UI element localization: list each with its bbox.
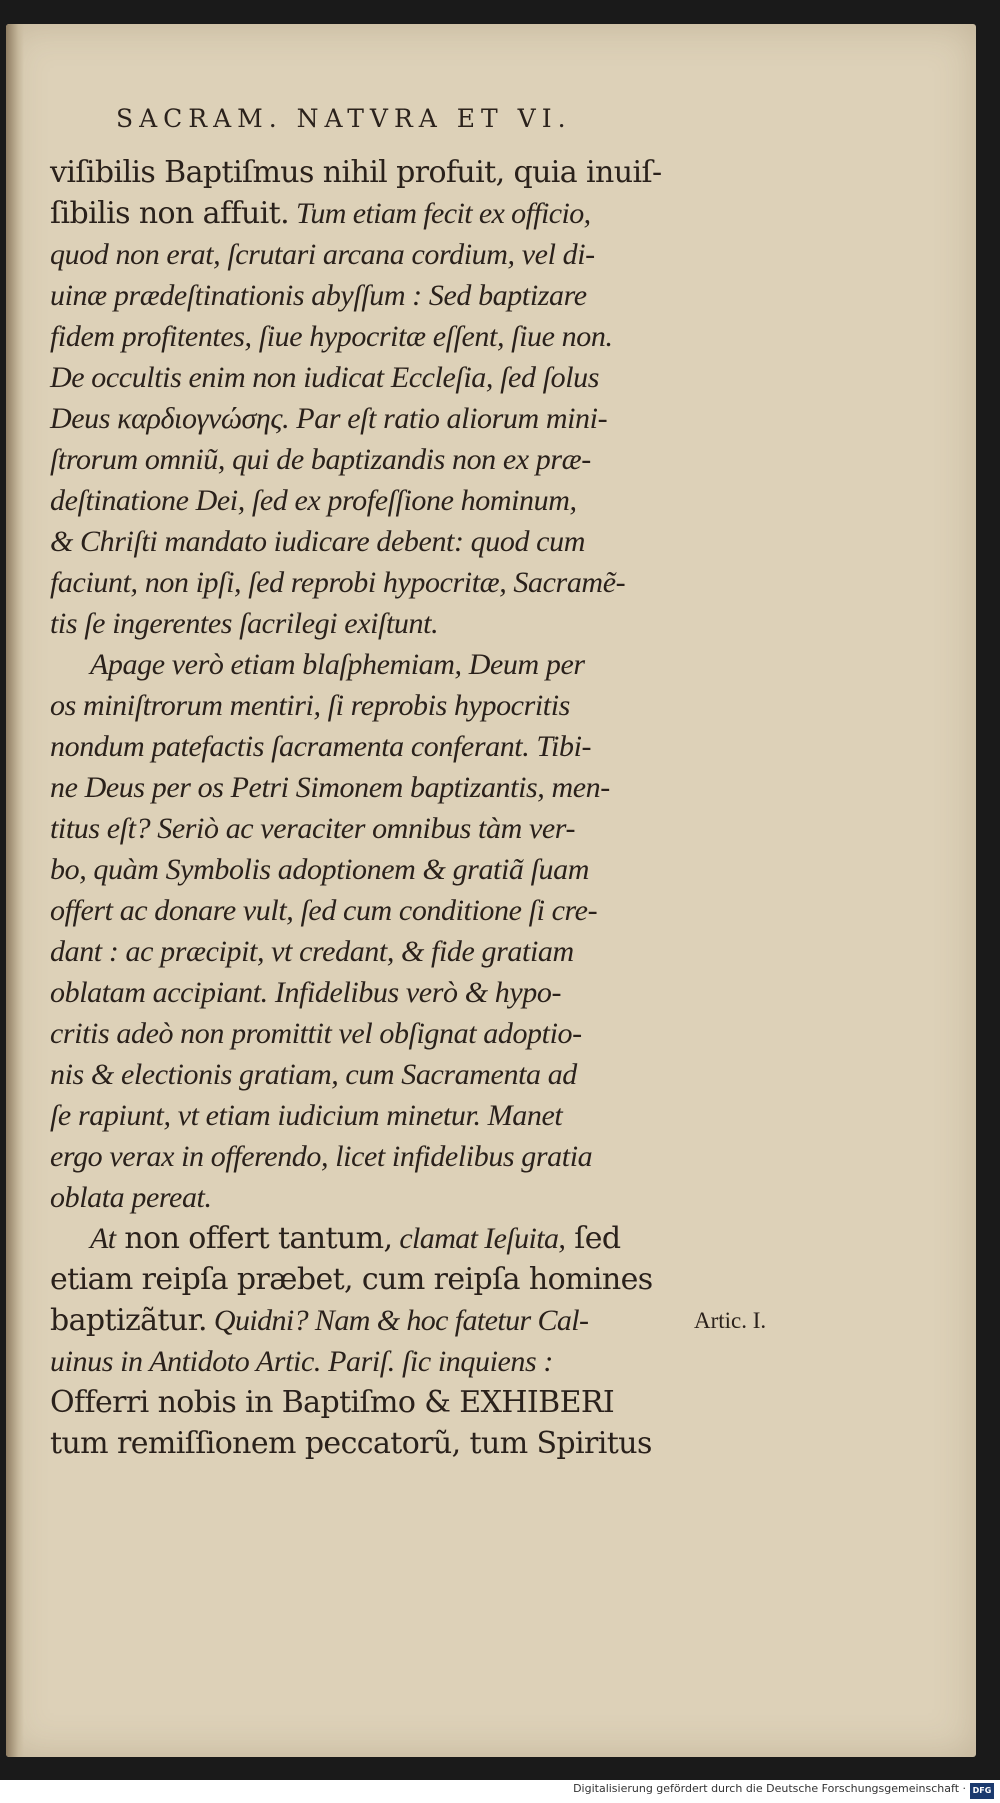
text-line-main: Deus καρδιογνώσης. Par eſt ratio aliorum mini- [50, 402, 608, 435]
running-head: SACRAM. NATVRA ET VI. [116, 104, 572, 133]
text-line-main: titus eſt? Seriò ac veraciter omnibus tàm ver- [50, 812, 576, 845]
text-line [50, 972, 690, 1013]
text-line-main: offert ac donare vult, ſed cum conditione ſi cre- [50, 894, 598, 927]
text-line-main: nis & electionis gratiam, cum Sacramenta ad [50, 1058, 577, 1091]
text-line-italic: Quidni? Nam & hoc fatetur Cal- [207, 1304, 589, 1337]
text-line [50, 1013, 690, 1054]
text-line-main: viſibilis Baptiſmus nihil profuit, quia inuiſ- [50, 155, 662, 190]
text-line [50, 521, 690, 562]
text-line-main: os miniſtrorum mentiri, ſi reprobis hypocritis [50, 689, 570, 722]
text-line-italic: clamat Ieſuita, [392, 1222, 566, 1255]
text-line [50, 931, 690, 972]
text-line [50, 1300, 690, 1341]
text-line [50, 1382, 690, 1423]
text-line-main: faciunt, non ipſi, ſed reprobi hypocritæ, Sacramẽ- [50, 566, 626, 599]
text-line-main: fidem profitentes, ſiue hypocritæ eſſent, ſiue non. [50, 320, 613, 353]
text-line-main: De occultis enim non iudicat Eccleſia, ſed ſolus [50, 361, 599, 394]
text-line-main: tum remiſſionem peccatorũ, tum Spiritus [50, 1426, 652, 1461]
text-line-main: ergo verax in offerendo, licet infidelibus gratia [50, 1140, 593, 1173]
text-line [50, 685, 690, 726]
text-line [50, 480, 690, 521]
text-line-main: ſibilis non affuit. [50, 196, 290, 231]
text-line-main: dant : ac præcipit, vt credant, & fide gratiam [50, 935, 574, 968]
text-line-main: critis adeò non promittit vel obſignat adoptio- [50, 1017, 582, 1050]
text-line [50, 1259, 690, 1300]
text-line [50, 562, 690, 603]
text-line-tail: ſed [565, 1221, 621, 1256]
footer-band [0, 1780, 1000, 1803]
text-line [50, 644, 690, 685]
footer-credit: Digitalisierung gefördert durch die Deutsche Forschungsgemeinschaft · [573, 1782, 966, 1795]
text-line-main: deſtinatione Dei, ſed ex profeſſione hominum, [50, 484, 577, 517]
text-line-main: non offert tantum, [115, 1221, 393, 1256]
text-line-italic: Tum etiam fecit ex officio, [289, 197, 591, 230]
text-line-main: nondum patefactis ſacramenta conferant. Tibi- [50, 730, 592, 763]
text-line [50, 849, 690, 890]
text-line-main: oblata pereat. [50, 1181, 212, 1214]
book-page [6, 24, 976, 1757]
text-line [50, 1423, 690, 1464]
text-line-main: Apage verò etiam blaſphemiam, Deum per [90, 648, 585, 681]
text-line [50, 234, 690, 275]
text-line [50, 726, 690, 767]
text-line [50, 1341, 690, 1382]
text-line-main: ſtrorum omniũ, qui de baptizandis non ex præ- [50, 443, 591, 476]
text-line [50, 398, 690, 439]
text-line-main: baptizãtur. [50, 1303, 207, 1338]
margin-note: Artic. I. [694, 1308, 767, 1333]
text-line [50, 357, 690, 398]
text-line [50, 808, 690, 849]
text-line [50, 890, 690, 931]
text-line-main: etiam reipſa præbet, cum reipſa homines [50, 1262, 653, 1297]
text-line-main: uinus in Antidoto Artic. Pariſ. ſic inquiens : [50, 1345, 553, 1378]
text-line [50, 439, 690, 480]
text-line-main: quod non erat, ſcrutari arcana cordium, vel di- [50, 238, 595, 271]
text-block [50, 152, 690, 1464]
page-spine-shadow [6, 24, 24, 1757]
text-line [50, 275, 690, 316]
text-line-main: Offerri nobis in Baptiſmo & EXHIBERI [50, 1385, 615, 1420]
text-line [50, 316, 690, 357]
text-line-main: & Chriſti mandato iudicare debent: quod cum [50, 525, 585, 558]
text-line [50, 1136, 690, 1177]
text-line-main: tis ſe ingerentes ſacrilegi exiſtunt. [50, 607, 439, 640]
text-line [50, 152, 690, 193]
text-line-main: ne Deus per os Petri Simonem baptizantis, men- [50, 771, 610, 804]
text-line-main: oblatam accipiant. Infidelibus verò & hypo- [50, 976, 562, 1009]
text-line-main: ſe rapiunt, vt etiam iudicium minetur. Manet [50, 1099, 563, 1132]
text-line-lead: At [90, 1222, 116, 1255]
text-line [50, 1095, 690, 1136]
text-line-main: uinæ prædeſtinationis abyſſum : Sed baptizare [50, 279, 587, 312]
text-line [50, 1177, 690, 1218]
text-line [50, 767, 690, 808]
text-line [50, 1218, 690, 1259]
text-line [50, 193, 690, 234]
text-line [50, 603, 690, 644]
dfg-logo: DFG [970, 1783, 994, 1799]
text-line [50, 1054, 690, 1095]
text-line-main: bo, quàm Symbolis adoptionem & gratiã ſuam [50, 853, 590, 886]
